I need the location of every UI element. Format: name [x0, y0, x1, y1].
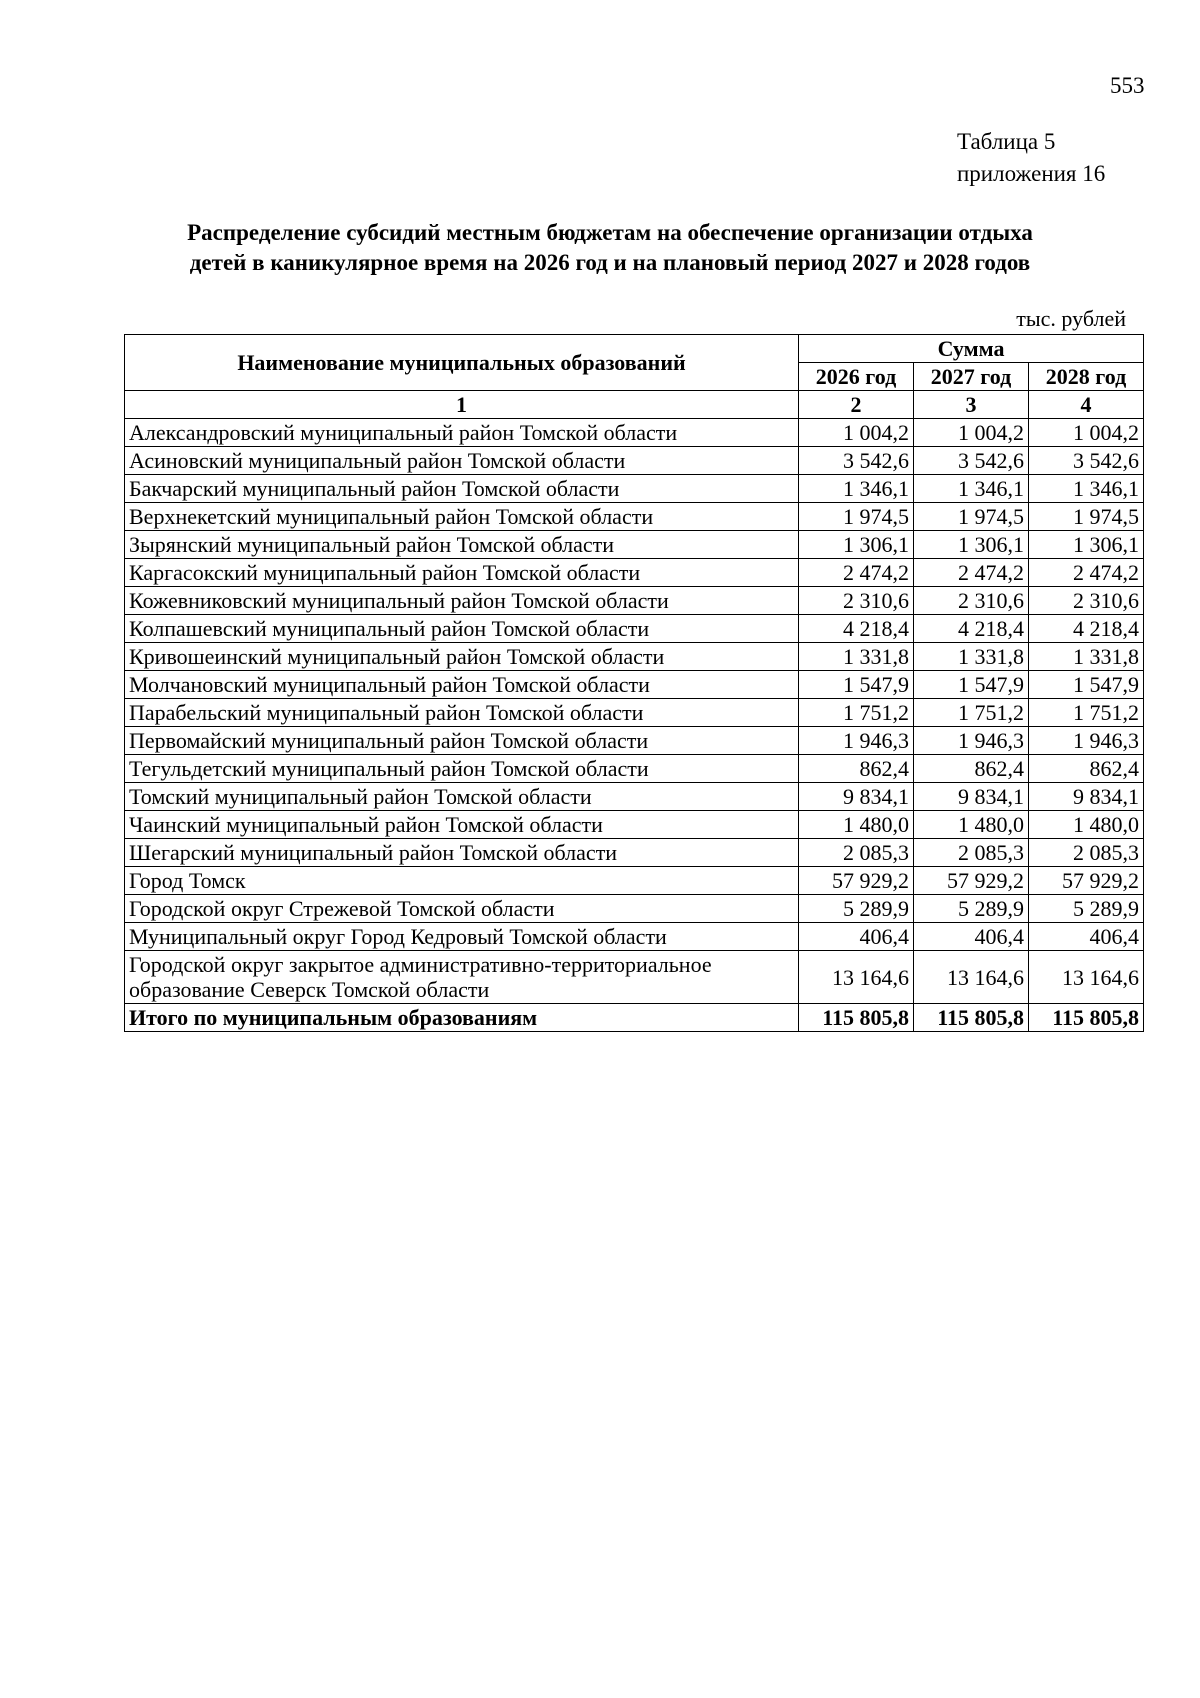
amount-cell: 13 164,6: [799, 951, 914, 1004]
municipality-name: Тегульдетский муниципальный район Томской области: [125, 755, 799, 783]
amount-cell: 1 331,8: [799, 643, 914, 671]
amount-cell: 862,4: [1029, 755, 1144, 783]
amount-cell: 3 542,6: [914, 447, 1029, 475]
municipality-name: Молчановский муниципальный район Томской области: [125, 671, 799, 699]
header-row: [125, 335, 1144, 363]
municipality-name: Шегарский муниципальный район Томской области: [125, 839, 799, 867]
amount-cell: 57 929,2: [799, 867, 914, 895]
table-label: [957, 126, 1105, 190]
amount-cell: 1 004,2: [914, 419, 1029, 447]
table-row: [125, 895, 1144, 923]
document-title: [110, 218, 1110, 278]
amount-cell: 1 974,5: [799, 503, 914, 531]
amount-cell: 1 974,5: [914, 503, 1029, 531]
total-amount-cell: 115 805,8: [799, 1004, 914, 1032]
amount-cell: 4 218,4: [799, 615, 914, 643]
amount-cell: 5 289,9: [1029, 895, 1144, 923]
table-row: [125, 699, 1144, 727]
municipality-name: Асиновский муниципальный район Томской области: [125, 447, 799, 475]
amount-cell: 2 474,2: [914, 559, 1029, 587]
table-row: [125, 531, 1144, 559]
amount-cell: 406,4: [1029, 923, 1144, 951]
amount-cell: 1 346,1: [914, 475, 1029, 503]
table-label-line-1: Таблица 5: [957, 129, 1056, 154]
amount-cell: 1 331,8: [914, 643, 1029, 671]
amount-cell: 1 480,0: [914, 811, 1029, 839]
municipality-name: Александровский муниципальный район Томской области: [125, 419, 799, 447]
table-row: [125, 867, 1144, 895]
total-amount-cell: 115 805,8: [914, 1004, 1029, 1032]
amount-cell: 1 751,2: [799, 699, 914, 727]
column-number: 1: [125, 391, 799, 419]
total-amount-cell: 115 805,8: [1029, 1004, 1144, 1032]
amount-cell: 1 974,5: [1029, 503, 1144, 531]
total-label: Итого по муниципальным образованиям: [125, 1004, 799, 1032]
amount-cell: 1 306,1: [1029, 531, 1144, 559]
table-row: [125, 727, 1144, 755]
amount-cell: 1 346,1: [799, 475, 914, 503]
amount-cell: 9 834,1: [1029, 783, 1144, 811]
amount-cell: 2 085,3: [799, 839, 914, 867]
table-row: [125, 783, 1144, 811]
table-label-line-2: приложения 16: [957, 161, 1106, 186]
amount-cell: 3 542,6: [799, 447, 914, 475]
table-row: [125, 615, 1144, 643]
municipality-name: Колпашевский муниципальный район Томской области: [125, 615, 799, 643]
amount-cell: 1 480,0: [1029, 811, 1144, 839]
amount-cell: 406,4: [799, 923, 914, 951]
column-number: 3: [914, 391, 1029, 419]
table-row: [125, 839, 1144, 867]
amount-cell: 2 310,6: [1029, 587, 1144, 615]
amount-cell: 5 289,9: [914, 895, 1029, 923]
amount-cell: 1 946,3: [1029, 727, 1144, 755]
amount-cell: 57 929,2: [914, 867, 1029, 895]
municipality-name: Верхнекетский муниципальный район Томской области: [125, 503, 799, 531]
municipality-name: Кожевниковский муниципальный район Томской области: [125, 587, 799, 615]
header-year-2027: 2027 год: [914, 363, 1029, 391]
municipality-name: Кривошеинский муниципальный район Томской области: [125, 643, 799, 671]
table-row: [125, 447, 1144, 475]
page-number: 553: [1110, 73, 1145, 98]
units-label: тыс. рублей: [1016, 306, 1126, 331]
amount-cell: 2 474,2: [1029, 559, 1144, 587]
amount-cell: 2 085,3: [914, 839, 1029, 867]
document-title-line-2: детей в каникулярное время на 2026 год и на плановый период 2027 и 2028 годов: [189, 250, 1031, 275]
amount-cell: 4 218,4: [914, 615, 1029, 643]
amount-cell: 2 085,3: [1029, 839, 1144, 867]
amount-cell: 1 306,1: [799, 531, 914, 559]
amount-cell: 1 346,1: [1029, 475, 1144, 503]
amount-cell: 2 310,6: [914, 587, 1029, 615]
amount-cell: 1 306,1: [914, 531, 1029, 559]
municipality-name: Парабельский муниципальный район Томской области: [125, 699, 799, 727]
municipality-name: Чаинский муниципальный район Томской области: [125, 811, 799, 839]
amount-cell: 2 310,6: [799, 587, 914, 615]
amount-cell: 9 834,1: [914, 783, 1029, 811]
table-row: [125, 503, 1144, 531]
municipality-name: Городской округ Стрежевой Томской области: [125, 895, 799, 923]
amount-cell: 406,4: [914, 923, 1029, 951]
header-name: Наименование муниципальных образований: [125, 335, 799, 391]
municipality-name: Зырянский муниципальный район Томской области: [125, 531, 799, 559]
municipality-name: Томский муниципальный район Томской области: [125, 783, 799, 811]
amount-cell: 1 946,3: [914, 727, 1029, 755]
amount-cell: 57 929,2: [1029, 867, 1144, 895]
amount-cell: 1 004,2: [1029, 419, 1144, 447]
amount-cell: 9 834,1: [799, 783, 914, 811]
table-row: [125, 475, 1144, 503]
table-row: [125, 587, 1144, 615]
amount-cell: 3 542,6: [1029, 447, 1144, 475]
amount-cell: 13 164,6: [914, 951, 1029, 1004]
column-numbers-row: [125, 391, 1144, 419]
amount-cell: 1 751,2: [1029, 699, 1144, 727]
amount-cell: 1 547,9: [1029, 671, 1144, 699]
amount-cell: 2 474,2: [799, 559, 914, 587]
header-sum: Сумма: [799, 335, 1144, 363]
total-row: [125, 1004, 1144, 1032]
amount-cell: 1 331,8: [1029, 643, 1144, 671]
amount-cell: 13 164,6: [1029, 951, 1144, 1004]
municipality-name: Город Томск: [125, 867, 799, 895]
amount-cell: 1 751,2: [914, 699, 1029, 727]
amount-cell: 1 480,0: [799, 811, 914, 839]
municipality-name: Бакчарский муниципальный район Томской области: [125, 475, 799, 503]
subsidy-table: [124, 334, 1144, 1032]
municipality-name: Первомайский муниципальный район Томской области: [125, 727, 799, 755]
table-row: [125, 951, 1144, 1004]
amount-cell: 1 004,2: [799, 419, 914, 447]
table-row: [125, 419, 1144, 447]
column-number: 4: [1029, 391, 1144, 419]
municipality-name: Муниципальный округ Город Кедровый Томской области: [125, 923, 799, 951]
table-row: [125, 671, 1144, 699]
table-row: [125, 923, 1144, 951]
amount-cell: 1 946,3: [799, 727, 914, 755]
table-row: [125, 643, 1144, 671]
table-row: [125, 811, 1144, 839]
table-row: [125, 755, 1144, 783]
table-row: [125, 559, 1144, 587]
header-year-2026: 2026 год: [799, 363, 914, 391]
amount-cell: 862,4: [914, 755, 1029, 783]
amount-cell: 862,4: [799, 755, 914, 783]
amount-cell: 4 218,4: [1029, 615, 1144, 643]
municipality-name: Каргасокский муниципальный район Томской области: [125, 559, 799, 587]
municipality-name: Городской округ закрытое административно-территориальное образование Северск Томской области: [125, 951, 799, 1004]
amount-cell: 1 547,9: [914, 671, 1029, 699]
header-year-2028: 2028 год: [1029, 363, 1144, 391]
amount-cell: 1 547,9: [799, 671, 914, 699]
amount-cell: 5 289,9: [799, 895, 914, 923]
document-title-line-1: Распределение субсидий местным бюджетам на обеспечение организации отдыха: [187, 220, 1033, 245]
column-number: 2: [799, 391, 914, 419]
